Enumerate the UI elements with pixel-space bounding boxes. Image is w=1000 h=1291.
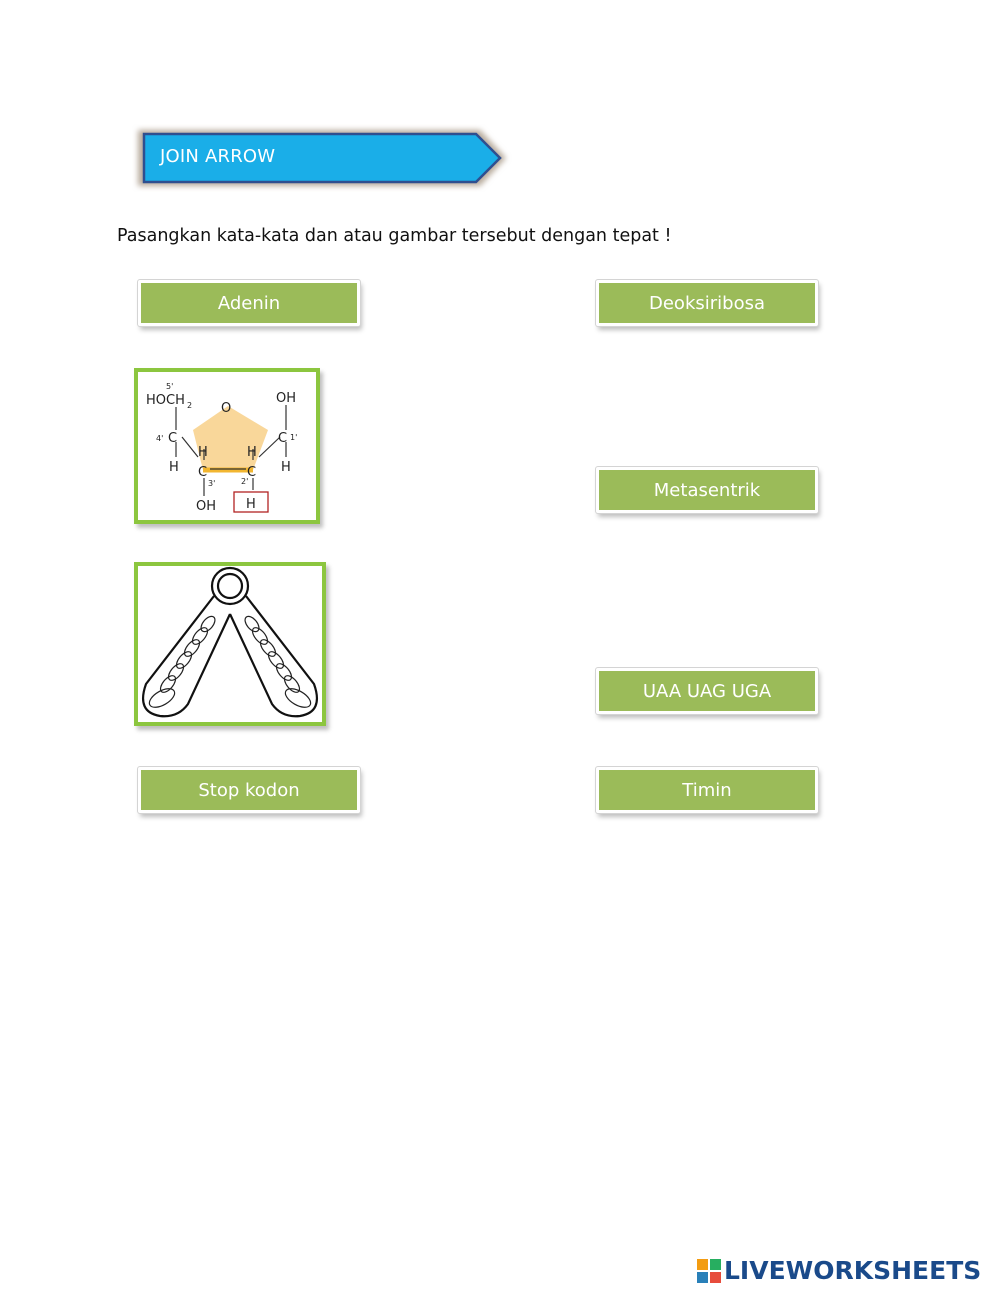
liveworksheets-logo (697, 1256, 981, 1285)
metacentric-chromosome-card[interactable] (134, 562, 326, 726)
label-c4: C (168, 431, 178, 446)
label-oxygen: O (221, 401, 232, 416)
banner-title: JOIN ARROW (160, 146, 276, 167)
label-oh-top: OH (276, 391, 297, 406)
label-h4: H (169, 460, 179, 475)
label-h2: H (247, 445, 257, 460)
label-3prime: 3' (208, 479, 216, 488)
chip-adenin[interactable]: Adenin (138, 280, 360, 326)
chip-deoksiribosa[interactable]: Deoksiribosa (596, 280, 818, 326)
label-5prime: 5' (166, 382, 174, 391)
chip-stop-kodon[interactable]: Stop kodon (138, 767, 360, 813)
brand-text: LIVEWORKSHEETS (724, 1256, 982, 1285)
deoxyribose-diagram-card[interactable] (134, 368, 320, 524)
chromosome-icon (138, 566, 322, 722)
label-h1: H (281, 460, 291, 475)
label-4prime: 4' (156, 434, 164, 443)
label-2prime: 2' (241, 477, 249, 486)
label-h3: H (198, 445, 208, 460)
chip-metasentrik[interactable]: Metasentrik (596, 467, 818, 513)
label-oh-bottom: OH (196, 499, 217, 514)
instruction-text: Pasangkan kata-kata dan atau gambar tersebut dengan tepat ! (117, 226, 672, 246)
label-1prime: 1' (290, 433, 298, 442)
label-h-boxed: H (246, 497, 256, 512)
chip-uaa-uag-uga[interactable]: UAA UAG UGA (596, 668, 818, 714)
liveworksheets-icon (697, 1259, 721, 1283)
label-hoch: HOCH (146, 393, 185, 408)
label-c3: C (198, 465, 208, 480)
label-c1: C (278, 431, 288, 446)
join-arrow-banner (132, 124, 512, 192)
chip-timin[interactable]: Timin (596, 767, 818, 813)
label-sub-2: 2 (187, 401, 193, 410)
deoxyribose-structure-icon (138, 372, 316, 520)
label-c2: C (247, 465, 257, 480)
